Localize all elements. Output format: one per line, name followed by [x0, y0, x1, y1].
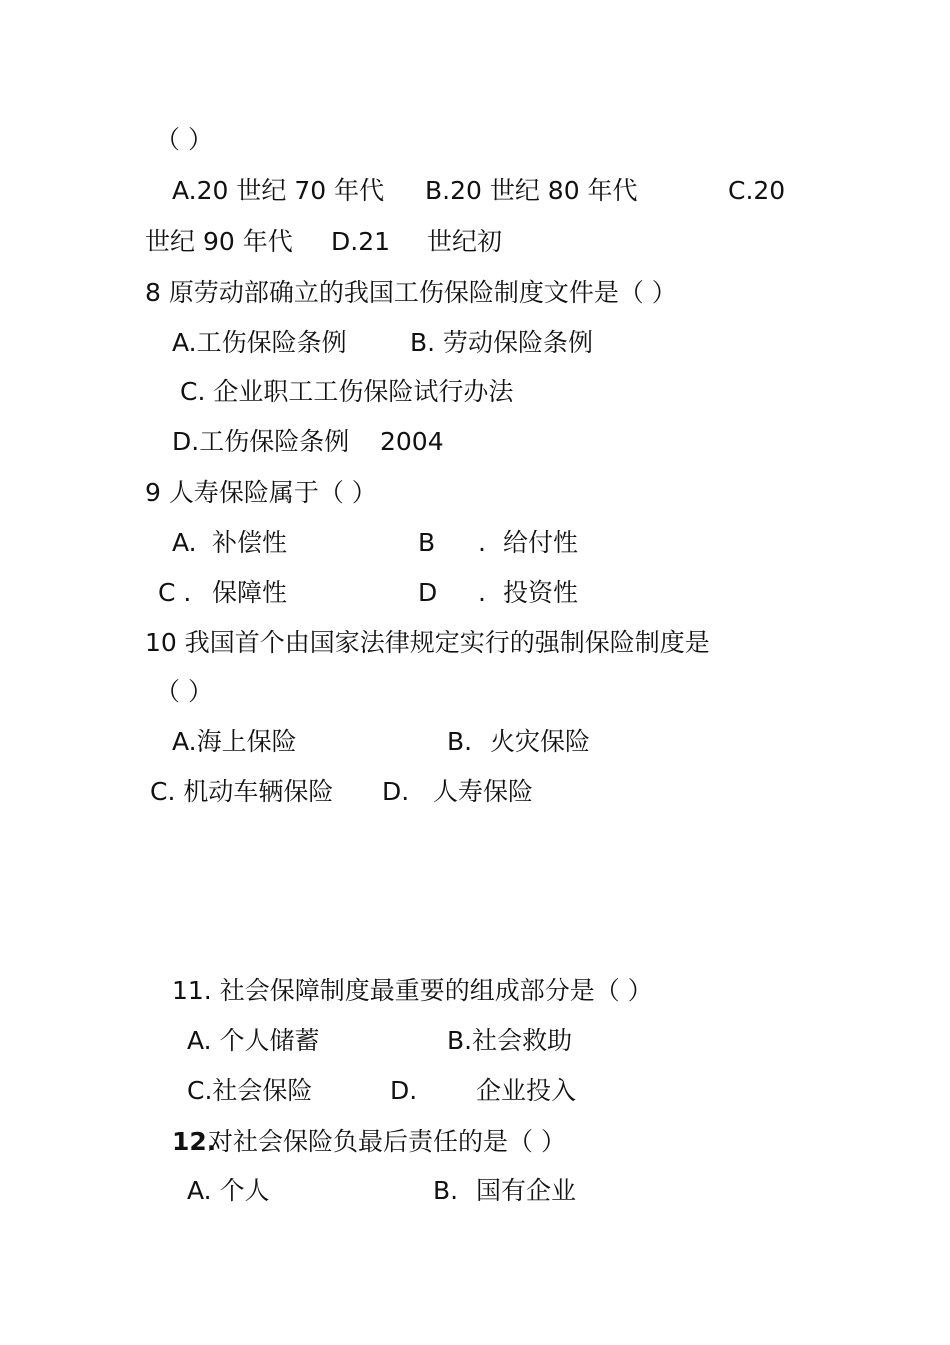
q8-option-a: A.工伤保险条例 — [172, 328, 347, 357]
q7-option-c-continued: 世纪 90 年代 — [145, 227, 293, 256]
q9-option-a-text: 补偿性 — [212, 528, 288, 557]
q9-option-d-text: 投资性 — [503, 578, 579, 607]
q8-option-d: D.工伤保险条例 — [172, 427, 350, 456]
q10-option-b-text: 火灾保险 — [490, 727, 591, 756]
q10-answer-paren: （ ） — [155, 677, 213, 706]
q10-option-a: A.海上保险 — [172, 727, 297, 756]
q7-option-b: B.20 世纪 80 年代 — [425, 176, 638, 205]
q9-option-c-letter: C . — [158, 578, 192, 607]
q11-option-c: C.社会保险 — [187, 1076, 313, 1105]
q12-option-b-text: 国有企业 — [476, 1176, 577, 1205]
q8-stem: 8 原劳动部确立的我国工伤保险制度文件是（ ） — [145, 278, 677, 307]
q7-option-d: D.21 — [331, 227, 391, 256]
q8-option-b: B. 劳动保险条例 — [410, 328, 594, 357]
q8-option-d-year: 2004 — [380, 427, 444, 456]
q12-stem: 对社会保险负最后责任的是（ ） — [208, 1127, 566, 1156]
q9-option-b-letter: B — [418, 528, 436, 557]
q10-option-c: C. 机动车辆保险 — [150, 777, 334, 806]
q11-option-b: B.社会救助 — [447, 1026, 573, 1055]
q7-option-a: A.20 世纪 70 年代 — [172, 176, 385, 205]
q10-option-d-letter: D. — [382, 777, 410, 806]
q7-answer-paren: （ ） — [155, 125, 213, 154]
q11-option-a: A. 个人储蓄 — [187, 1026, 320, 1055]
q10-stem: 10 我国首个由国家法律规定实行的强制保险制度是 — [145, 628, 710, 657]
q11-option-d-letter: D. — [390, 1076, 418, 1105]
q10-option-d-text: 人寿保险 — [433, 777, 534, 806]
q7-option-c: C.20 — [728, 176, 786, 205]
q9-stem: 9 人寿保险属于（ ） — [145, 478, 377, 507]
q9-option-d-dot: . — [478, 578, 486, 607]
q9-option-b-dot: . — [478, 528, 486, 557]
q12-number: 12. — [172, 1127, 217, 1156]
q12-option-a: A. 个人 — [187, 1176, 270, 1205]
q9-option-d-letter: D — [418, 578, 438, 607]
q9-option-a-letter: A. — [172, 528, 197, 557]
q12-option-b-letter: B. — [433, 1176, 459, 1205]
q11-option-d-text: 企业投入 — [476, 1076, 577, 1105]
q11-stem: 11. 社会保障制度最重要的组成部分是（ ） — [172, 976, 653, 1005]
q9-option-c-text: 保障性 — [212, 578, 288, 607]
q7-option-d-continued: 世纪初 — [427, 227, 503, 256]
q10-option-b-letter: B. — [447, 727, 473, 756]
q8-option-c: C. 企业职工工伤保险试行办法 — [180, 377, 514, 406]
q9-option-b-text: 给付性 — [503, 528, 579, 557]
